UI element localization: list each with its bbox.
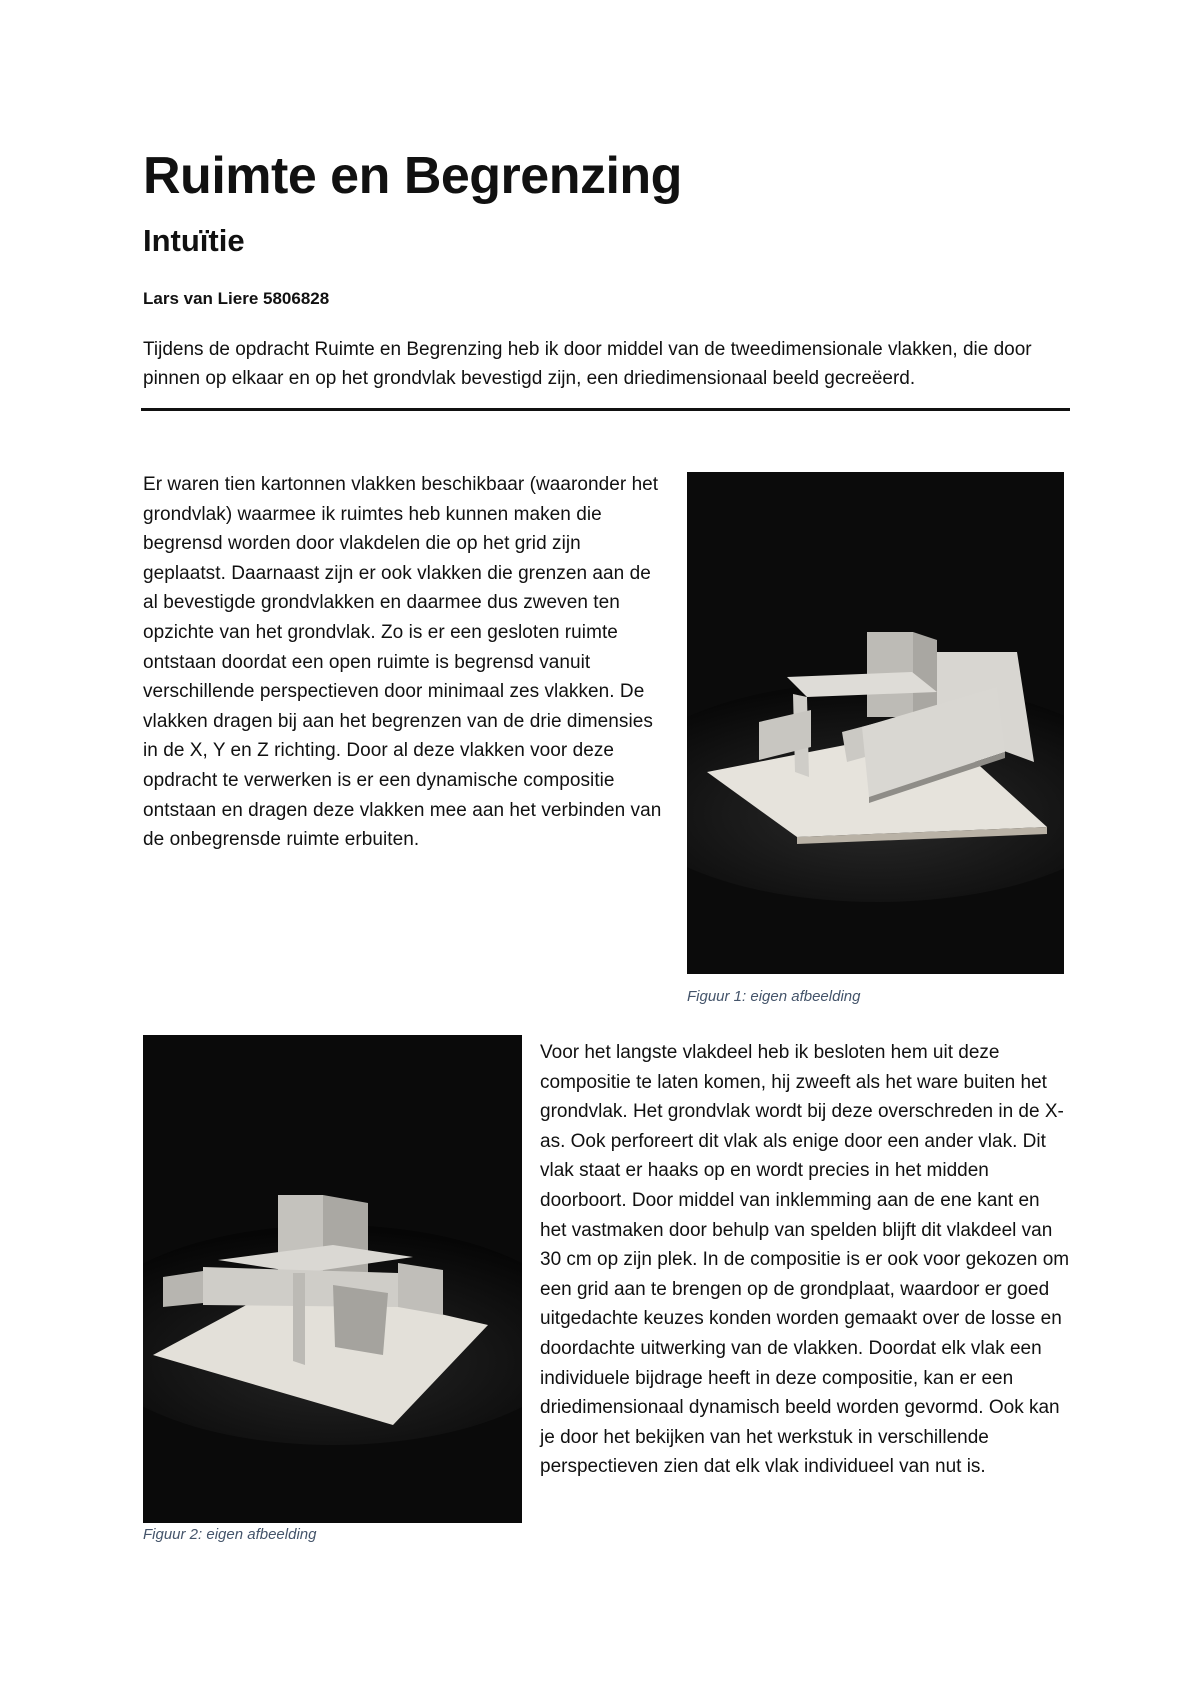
cardboard-model-photo-1 — [687, 472, 1064, 974]
body-paragraph-2: Voor het langste vlakdeel heb ik besloten hem uit deze compositie te laten komen, hij zweeft als het ware buiten het grondvlak. Het grondvlak wordt bij deze overschreden in de X-as. Ook perforeert dit vlak als enige door een ander vlak. Dit vlak staat er haaks op en wordt precies in het midden doorboort. Door middel van inklemming aan de ene kant en het vastmaken door behulp van spelden blijft dit vlakdeel van 30 cm op zijn plek. In de compositie is er ook voor gekozen om een grid aan te brengen op de grondplaat, waardoor er goed uitgedachte keuzes konden worden gemaakt over de losse en doordachte uitwerking van de vlakken. Doordat elk vlak een individuele bijdrage heeft in deze compositie, kan er een driedimensionaal dynamisch beeld worden gevormd. Ook kan je door het bekijken van het werkstuk in verschillende perspectieven zien dat elk vlak individueel van nut is. — [540, 1042, 1070, 1478]
figure-2-photo — [143, 1035, 522, 1523]
intro-paragraph: Tijdens de opdracht Ruimte en Begrenzing heb ik door middel van de tweedimensionale vlakken, die door pinnen op elkaar en op het grondvlak bevestigd zijn, een driedimensionaal beeld gecreëerd. — [143, 339, 1032, 389]
cardboard-model-photo-2 — [143, 1035, 522, 1523]
document-title: Ruimte en Begrenzing — [143, 147, 682, 205]
figure-1-photo — [687, 472, 1064, 974]
horizontal-divider — [141, 408, 1070, 411]
figure-2-caption: Figuur 2: eigen afbeelding — [143, 1526, 317, 1543]
document-subtitle: Intuïtie — [143, 223, 245, 258]
figure-1-caption: Figuur 1: eigen afbeelding — [687, 988, 861, 1005]
body-paragraph-1: Er waren tien kartonnen vlakken beschikbaar (waaronder het grondvlak) waarmee ik ruimtes heb kunnen maken die begrensd worden door vlakdelen die op het grid zijn geplaatst. Daarnaast zijn er ook vlakken die grenzen aan de al bevestigde grondvlakken en daarmee dus zweven ten opzichte van het grondvlak. Zo is er een gesloten ruimte ontstaan doordat een open ruimte is begrensd vanuit verschillende perspectieven door minimaal zes vlakken. De vlakken dragen bij aan het begrenzen van de drie dimensies in de X, Y en Z richting. Door al deze vlakken voor deze opdracht te verwerken is er een dynamische compositie ontstaan en dragen deze vlakken mee aan het verbinden van de onbegrensde ruimte erbuiten. — [143, 474, 662, 851]
author-line: Lars van Liere 5806828 — [143, 289, 330, 308]
